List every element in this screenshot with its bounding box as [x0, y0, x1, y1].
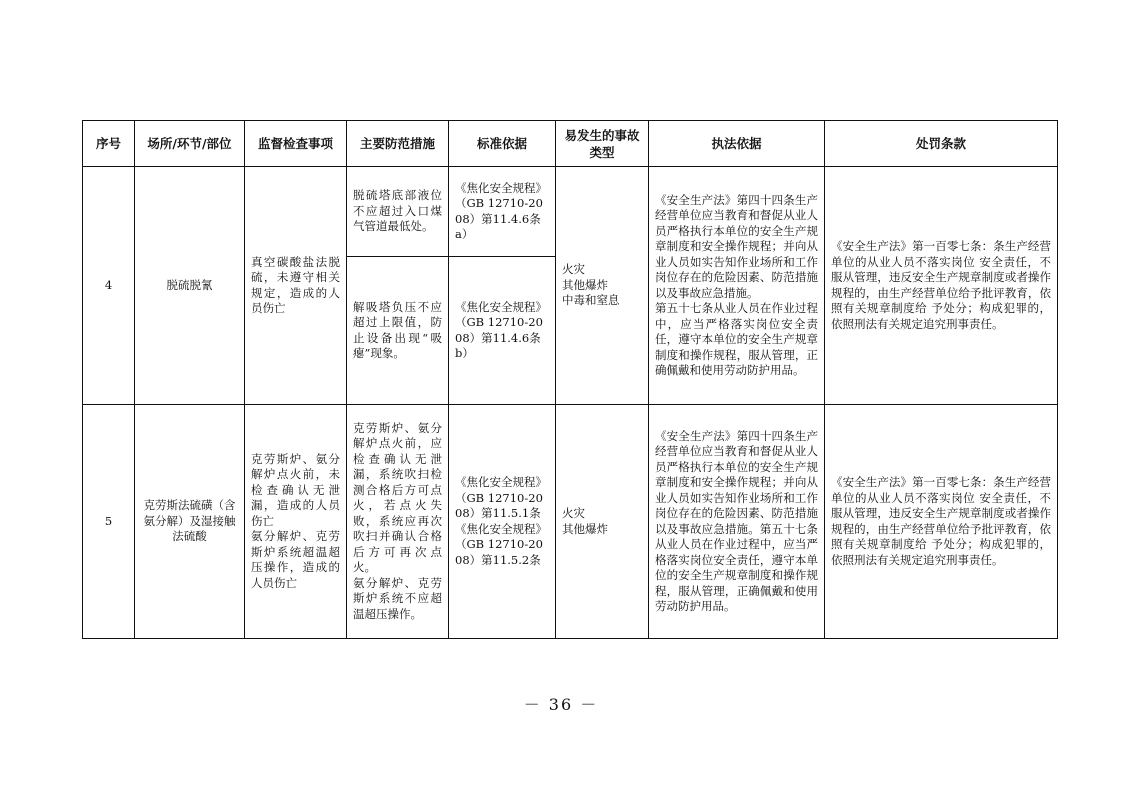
- table-row: [83, 167, 1058, 257]
- header-standards: 标准依据: [449, 121, 556, 167]
- inspection-item-cell: 克劳斯炉、氨分解炉点火前，未检查确认无泄漏，造成的人员伤亡 氨分解炉、克劳斯炉系统超温超压操作，造成的人员伤亡: [245, 405, 347, 639]
- law-basis-cell: 《安全生产法》第四十四条生产经营单位应当教育和督促从业人员严格执行本单位的安全生产规章制度和安全操作规程；并向从业人员如实告知作业场所和工作岗位存在的危险因素、防范措施以及事故应急措施。 第五十七条从业人员在作业过程中，应当严格落实岗位安全责任，遵守本单位的安全生产规章制度和操作规程，服从管理，正确佩戴和使用劳动防护用品。: [649, 167, 825, 405]
- place-cell: 克劳斯法硫磺（含氨分解）及湿接触法硫酸: [135, 405, 245, 639]
- table-header-row: [83, 121, 1058, 167]
- penalty-cell: 《安全生产法》第一百零七条：条生产经营单位的从业人员不落实岗位 安全责任，不服从管理，违反安全生产规章制度或者操作规程的，由生产经营单位给予批评教育，依照有关规章制度给 予处分；构成犯罪的，依照刑法有关规定追究刑事责任。: [825, 167, 1058, 405]
- header-accident: 易发生的事故类型: [556, 121, 649, 167]
- penalty-cell: 《安全生产法》第一百零七条：条生产经营单位的从业人员不落实岗位 安全责任，不服从管理，违反安全生产规章制度或者操作规程的，由生产经营单位给予批评教育，依照有关规章制度给 予处分；构成犯罪的，依照刑法有关规定追究刑事责任。: [825, 405, 1058, 639]
- header-place: 场所/环节/部位: [135, 121, 245, 167]
- header-measures: 主要防范措施: [347, 121, 449, 167]
- inspection-item-cell: 真空碳酸盐法脱硫，未遵守相关规定，造成的人员伤亡: [245, 167, 347, 405]
- law-basis-cell: 《安全生产法》第四十四条生产经营单位应当教育和督促从业人员严格执行本单位的安全生产规章制度和安全操作规程；并向从业人员如实告知作业场所和工作岗位存在的危险因素、防范措施以及事故应急措施。第五十七条从业人员在作业过程中，应当严格落实岗位安全责任，遵守本单位的安全生产规章制度和操作规程，服从管理，正确佩戴和使用劳动防护用品。: [649, 405, 825, 639]
- place-cell: 脱硫脱氰: [135, 167, 245, 405]
- measure-cell: 克劳斯炉、氨分解炉点火前，应检查确认无泄漏，系统吹扫检测合格后方可点火，若点火失败，系统应再次吹扫并确认合格后方可再次点火。 氨分解炉、克劳斯炉系统不应超温超压操作。: [347, 405, 449, 639]
- header-item: 监督检查事项: [245, 121, 347, 167]
- header-no: 序号: [83, 121, 135, 167]
- measure-cell: 脱硫塔底部液位不应超过入口煤气管道最低处。: [347, 167, 449, 257]
- row-number: 4: [83, 167, 135, 405]
- standard-cell: 《焦化安全规程》（GB 12710-2008）第11.4.6条a）: [449, 167, 556, 257]
- accident-type-cell: 火灾 其他爆炸: [556, 405, 649, 639]
- row-number: 5: [83, 405, 135, 639]
- regulation-table: [82, 120, 1058, 639]
- page-number: － 36 －: [523, 695, 599, 714]
- table-row: [83, 405, 1058, 639]
- header-law: 执法依据: [649, 121, 825, 167]
- accident-type-cell: 火灾 其他爆炸 中毒和窒息: [556, 167, 649, 405]
- standard-cell: 《焦化安全规程》（GB 12710-2008）第11.4.6条b）: [449, 257, 556, 405]
- standard-cell: 《焦化安全规程》（GB 12710-2008）第11.5.1条 《焦化安全规程》（GB 12710-2008）第11.5.2条: [449, 405, 556, 639]
- measure-cell: 解吸塔负压不应超过上限值，防止设备出现“吸瘪”现象。: [347, 257, 449, 405]
- header-penalty: 处罚条款: [825, 121, 1058, 167]
